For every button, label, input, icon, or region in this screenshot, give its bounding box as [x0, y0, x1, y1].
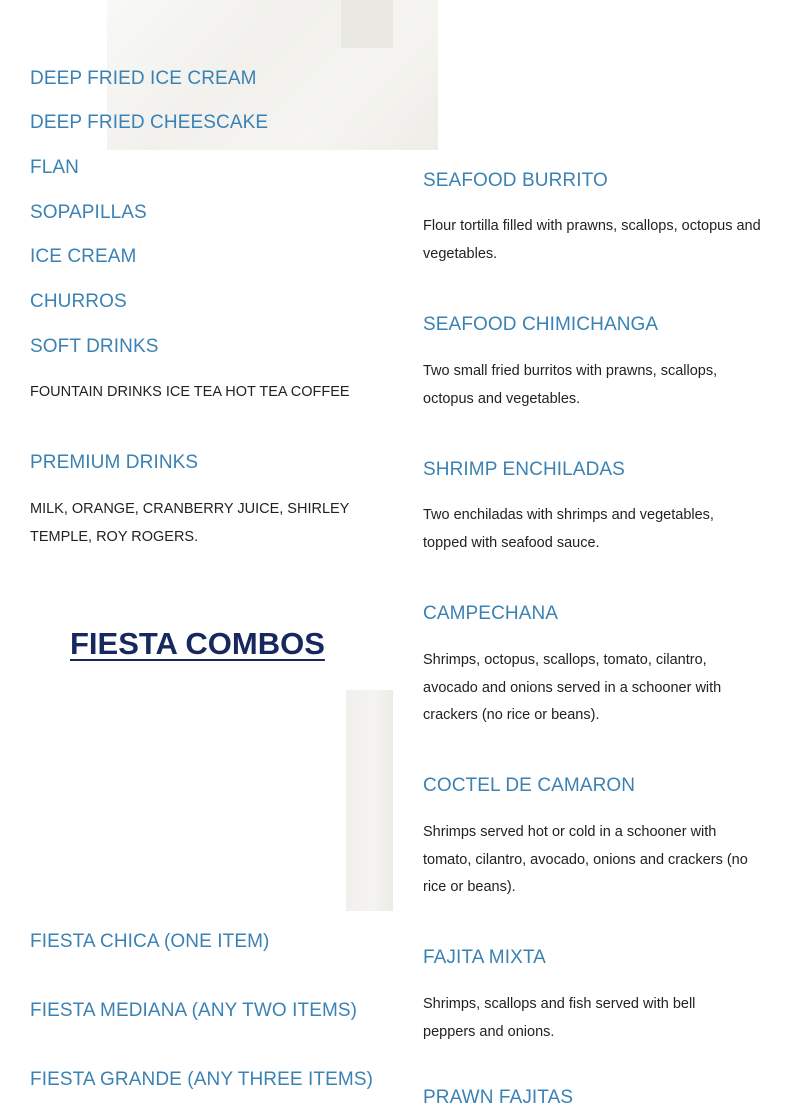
menu-item-title: FLAN: [30, 157, 79, 178]
menu-item-title: PREMIUM DRINKS: [30, 452, 199, 473]
menu-item-title: SHRIMP ENCHILADAS: [423, 459, 625, 480]
menu-item-title: ICE CREAM: [30, 246, 137, 267]
menu-item-title: CHURROS: [30, 291, 127, 312]
food-photo-combos: [346, 690, 393, 911]
menu-item-title: SOPAPILLAS: [30, 202, 147, 223]
combo-title: FIESTA CHICA (ONE ITEM): [30, 931, 270, 952]
menu-item-description: Shrimps served hot or cold in a schooner with tomato, cilantro, avocado, onions and crackers (no rice or beans).: [423, 824, 748, 895]
menu-item-title: CAMPECHANA: [423, 603, 559, 624]
menu-item-title: SEAFOOD CHIMICHANGA: [423, 314, 659, 335]
menu-item-title: DEEP FRIED CHEESCAKE: [30, 112, 269, 133]
menu-item-title: SEAFOOD BURRITO: [423, 170, 608, 191]
menu-item-title: PRAWN FAJITAS: [423, 1087, 574, 1108]
menu-item-description: Two enchiladas with shrimps and vegetables, topped with seafood sauce.: [423, 507, 714, 551]
menu-item-description: Flour tortilla filled with prawns, scallops, octopus and vegetables.: [423, 218, 761, 262]
menu-item-title: DEEP FRIED ICE CREAM: [30, 68, 257, 89]
menu-item-title: SOFT DRINKS: [30, 336, 159, 357]
combo-title: FIESTA GRANDE (ANY THREE ITEMS): [30, 1069, 374, 1090]
menu-item-description: Two small fried burritos with prawns, scallops, octopus and vegetables.: [423, 363, 718, 407]
menu-item-description: Shrimps, octopus, scallops, tomato, cilantro, avocado and onions served in a schooner with crackers (no rice or beans).: [423, 652, 722, 723]
combo-title: FIESTA MEDIANA (ANY TWO ITEMS): [30, 1000, 358, 1021]
menu-item-description: Shrimps, scallops and fish served with bell peppers and onions.: [423, 996, 696, 1040]
menu-item-title: COCTEL DE CAMARON: [423, 775, 636, 796]
menu-item-description: MILK, ORANGE, CRANBERRY JUICE, SHIRLEY TEMPLE, ROY ROGERS.: [30, 501, 350, 545]
menu-item-description: FOUNTAIN DRINKS ICE TEA HOT TEA COFFEE: [30, 384, 350, 400]
menu-item-title: FAJITA MIXTA: [423, 947, 546, 968]
section-heading: FIESTA COMBOS: [70, 626, 325, 661]
